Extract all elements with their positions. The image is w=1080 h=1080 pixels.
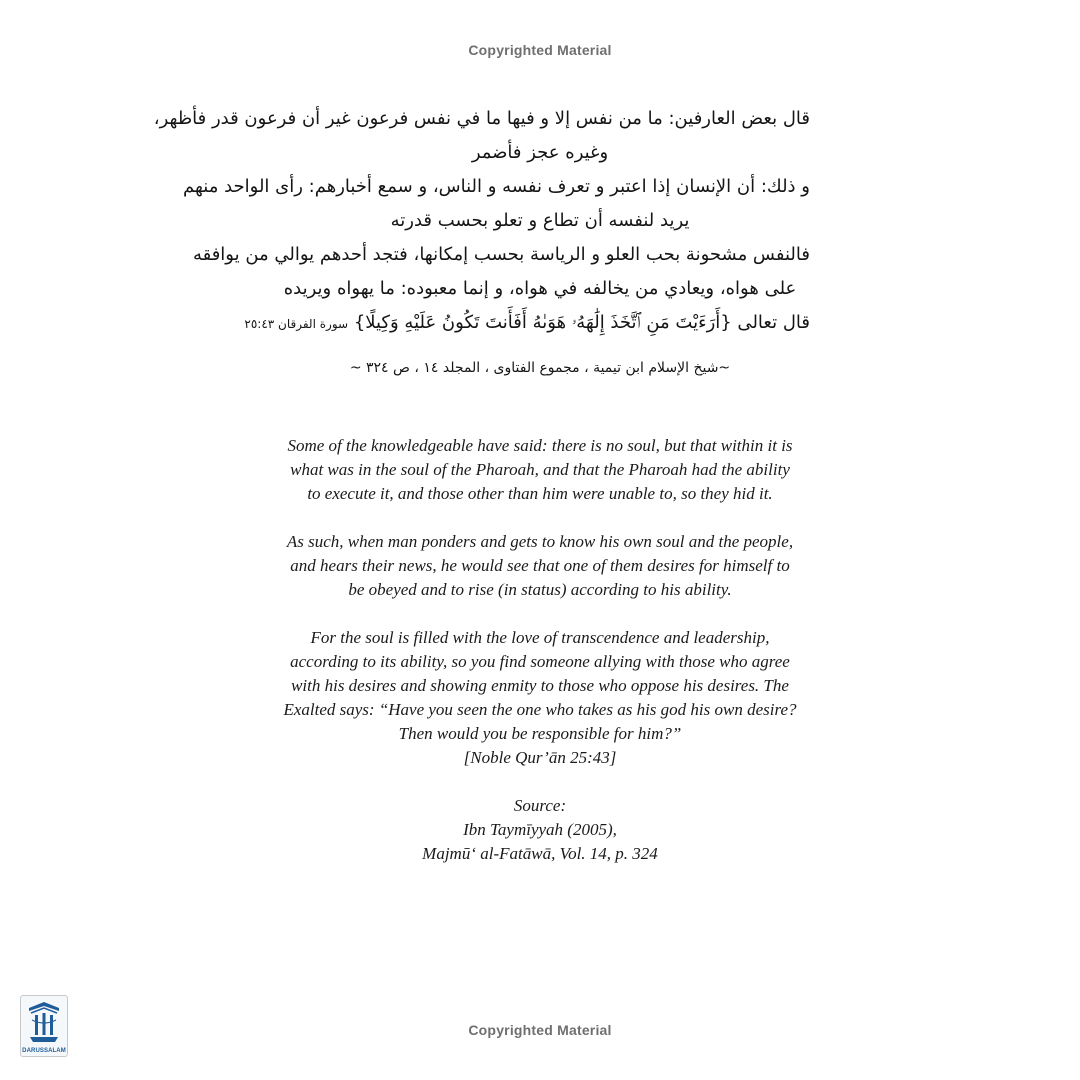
english-line: according to its ability, so you find someone allying with those who agree	[290, 652, 790, 671]
source-label: Source:	[513, 796, 567, 815]
english-paragraph-3	[270, 626, 810, 770]
source-work: Majmū‘ al-Fatāwā, Vol. 14, p. 324	[422, 844, 658, 863]
arabic-verse-ref: سورة الفرقان ٢٥:٤٣	[244, 317, 349, 331]
source-author: Ibn Taymīyyah (2005),	[463, 820, 617, 839]
english-line: As such, when man ponders and gets to know his own soul and the people,	[286, 532, 794, 551]
english-line: For the soul is filled with the love of transcendence and leadership,	[310, 628, 770, 647]
watermark-top: Copyrighted Material	[468, 42, 612, 58]
publisher-logo	[20, 995, 68, 1057]
english-translation	[270, 434, 810, 890]
english-line: and hears their news, he would see that one of them desires for himself to	[290, 556, 790, 575]
quran-reference: [Noble Qur’ān 25:43]	[463, 748, 617, 767]
english-line: be obeyed and to rise (in status) according to his ability.	[348, 580, 732, 599]
english-line: Then would you be responsible for him?”	[398, 724, 682, 743]
arabic-verse-line	[244, 306, 810, 341]
english-paragraph-2	[270, 530, 810, 602]
logo-text: DARUSSALAM	[22, 1048, 66, 1054]
arabic-verse-text: قال تعالى {أَرَءَيْتَ مَنِ ٱتَّخَذَ إِلَٰهَهُۥ هَوَىٰهُ أَفَأَنتَ تَكُونُ عَلَيْهِ وَكِيلًا}	[353, 312, 810, 333]
arabic-line-6: على هواه، ويعادي من يخالفه في هواه، و إنما معبوده: ما يهواه ويريده	[283, 278, 797, 299]
english-paragraph-1	[270, 434, 810, 506]
arabic-quote	[153, 102, 810, 341]
english-line: what was in the soul of the Pharoah, and that the Pharoah had the ability	[290, 460, 790, 479]
watermark-bottom: Copyrighted Material	[468, 1022, 612, 1038]
english-line: to execute it, and those other than him were unable to, so they hid it.	[307, 484, 773, 503]
english-line: with his desires and showing enmity to those who oppose his desires. The	[291, 676, 789, 695]
arabic-line-2: وغيره عجز فأضمر	[471, 142, 609, 163]
arabic-source: ~شيخ الإسلام ابن تيمية ، مجموع الفتاوى ، المجلد ١٤ ، ص ٣٢٤ ~	[349, 360, 731, 376]
english-line: Exalted says: “Have you seen the one who takes as his god his own desire?	[283, 700, 797, 719]
book-stand-logo-icon	[21, 996, 67, 1046]
arabic-line-3: و ذلك: أن الإنسان إذا اعتبر و تعرف نفسه و الناس، و سمع أخبارهم: رأى الواحد منهم	[183, 176, 810, 197]
arabic-line-5: فالنفس مشحونة بحب العلو و الرياسة بحسب إمكانها، فتجد أحدهم يوالي من يوافقه	[192, 244, 810, 265]
arabic-line-4: يريد لنفسه أن تطاع و تعلو بحسب قدرته	[390, 210, 690, 231]
english-line: Some of the knowledgeable have said: there is no soul, but that within it is	[287, 436, 793, 455]
arabic-line-1: قال بعض العارفين: ما من نفس إلا و فيها ما في نفس فرعون غير أن فرعون قدر فأظهر،	[153, 108, 810, 129]
english-source	[270, 794, 810, 866]
